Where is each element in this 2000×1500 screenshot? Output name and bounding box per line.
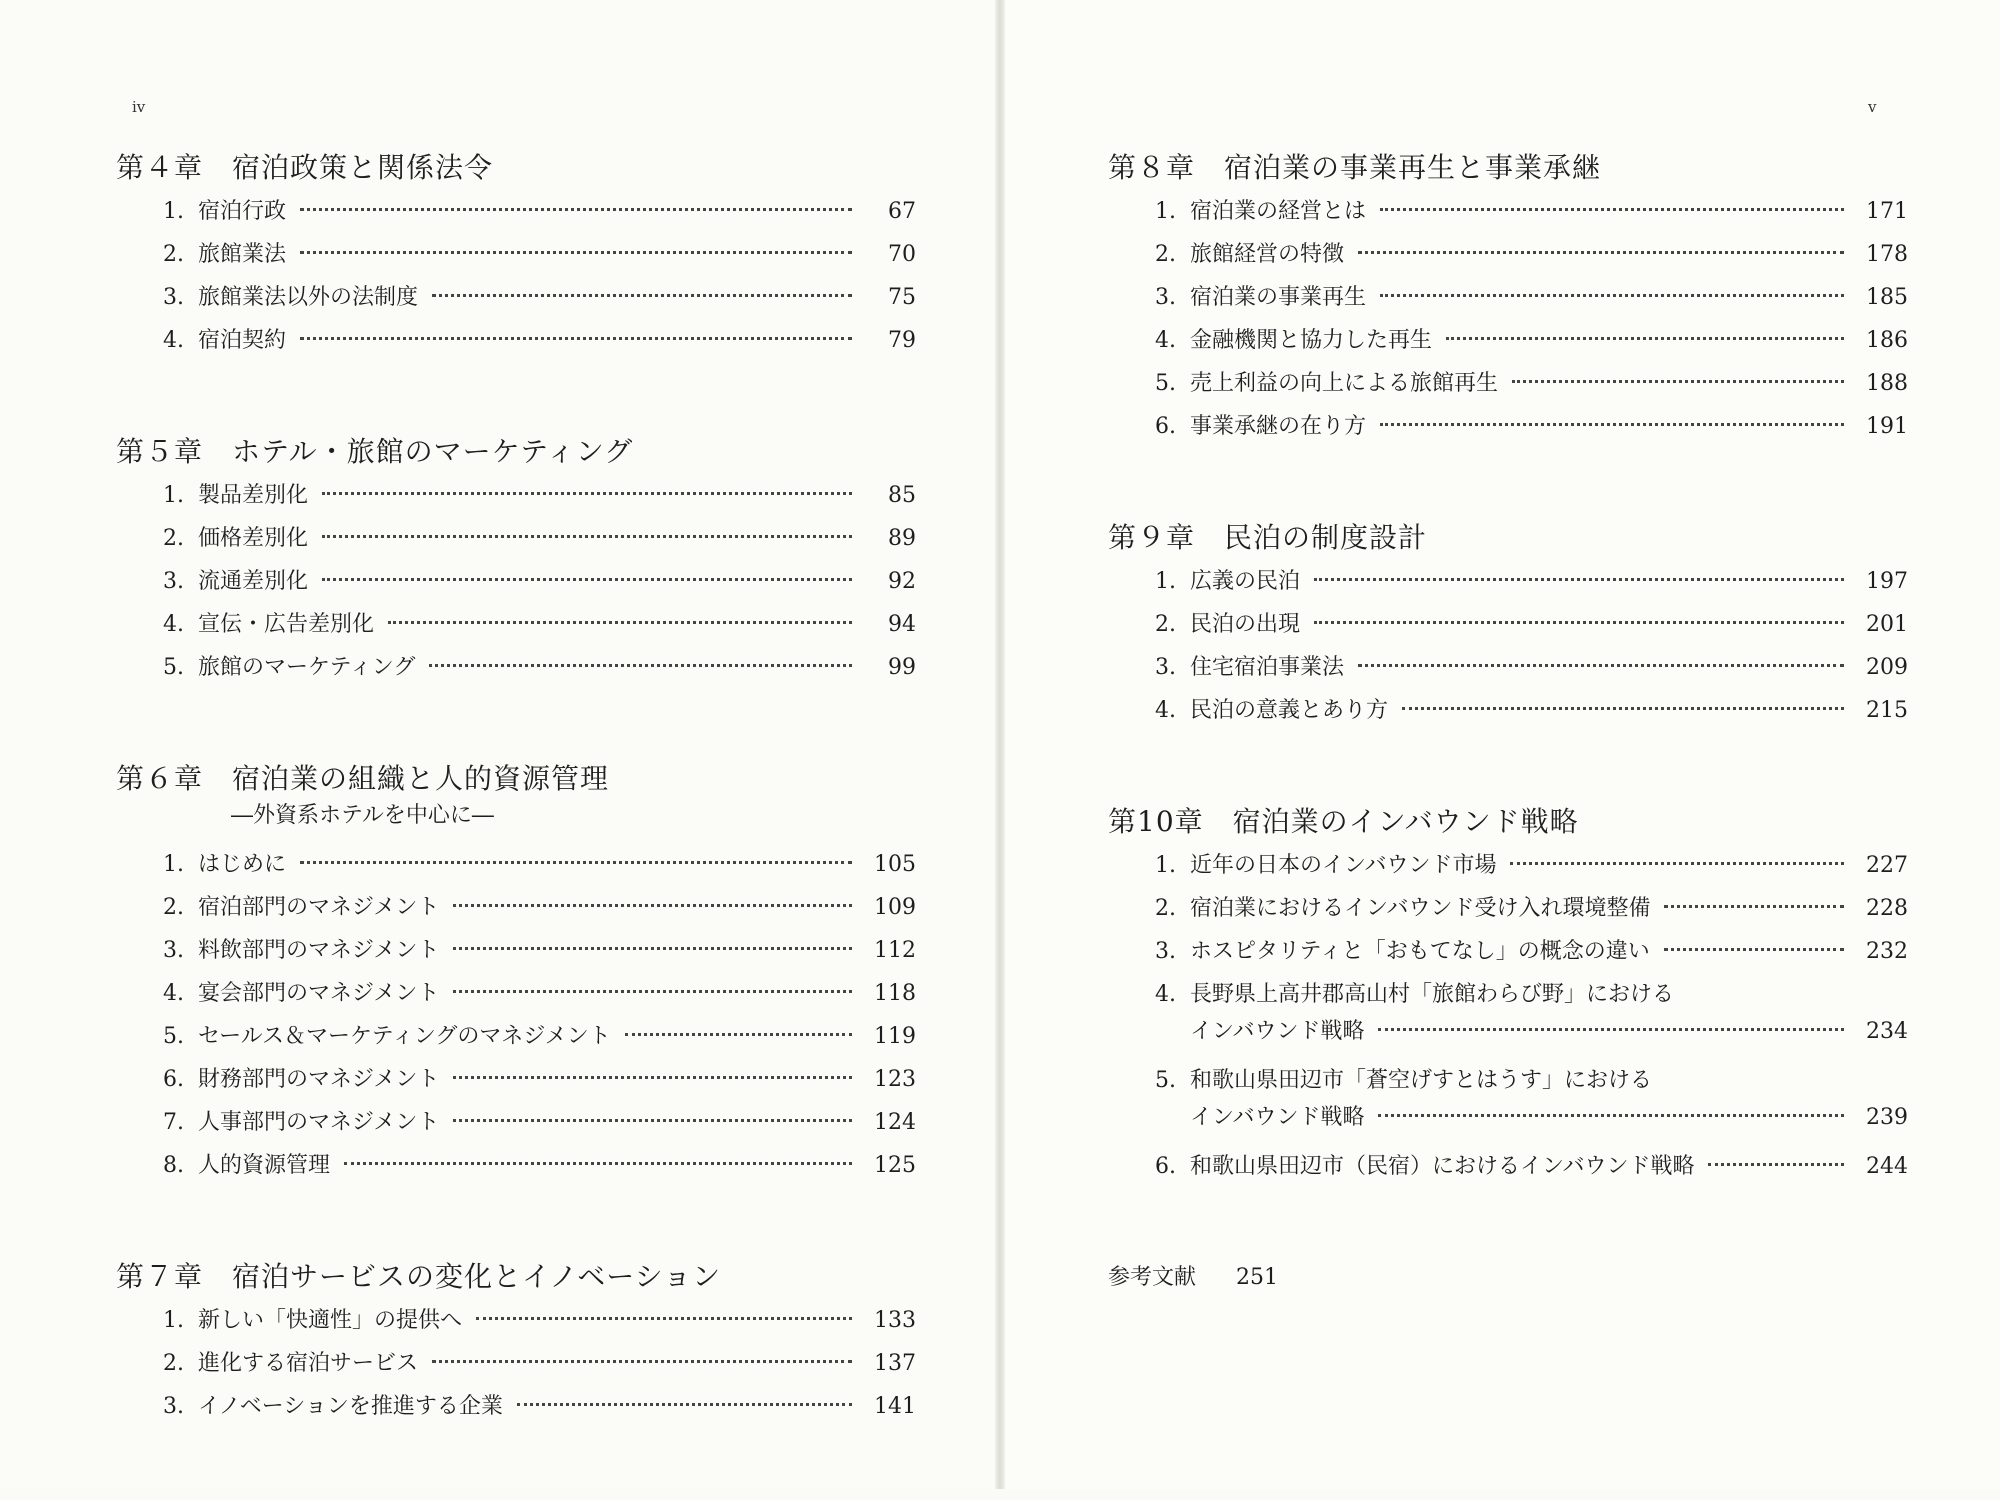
toc-entry-page: 141 [874,1394,916,1419]
chapter-title: 第10章 宿泊業のインバウンド戦略 [1108,805,1579,838]
toc-entry-title: 宿泊業におけるインバウンド受け入れ環境整備 [1190,896,1651,921]
chapter-section [116,1259,916,1432]
chapter-section [1108,804,1908,1192]
dot-leader [429,663,852,667]
toc-entry [116,1019,916,1062]
toc-entry-line [1108,1063,1908,1100]
toc-entry-number: 4. [163,328,184,353]
dot-leader [1402,706,1844,710]
toc-entry-title: イノベーションを推進する企業 [198,1394,503,1419]
dot-leader [453,989,852,993]
toc-entry-page: 118 [874,981,916,1006]
toc-entry [116,1105,916,1148]
toc-entry-number: 1. [163,199,184,224]
toc-entry-title: 進化する宿泊サービス [198,1351,419,1376]
toc-entry-page: 85 [888,483,916,508]
toc-entry-number: 2. [163,1351,184,1376]
toc-entry-page: 244 [1866,1154,1908,1179]
dot-leader [322,491,852,495]
dot-leader [300,336,852,340]
dot-leader [453,1075,852,1079]
page-folio: v [1868,98,1877,116]
toc-entry [116,521,916,564]
toc-entry-title: 和歌山県田辺市「蒼空げすとはうす」における [1190,1068,1653,1093]
page-folio: iv [132,98,146,116]
dot-leader [1664,904,1844,908]
toc-entry-title: 価格差別化 [198,526,309,551]
toc-entry-page: 232 [1866,939,1908,964]
chapter-title: 第８章 宿泊業の事業再生と事業承継 [1108,151,1602,184]
toc-entry-title: 旅館業法以外の法制度 [198,285,419,310]
dot-leader [625,1032,852,1036]
toc-entry [1108,607,1908,650]
toc-entry [116,976,916,1019]
toc-entry-page: 185 [1866,285,1908,310]
dot-leader [344,1161,852,1165]
chapter-title: 第４章 宿泊政策と関係法令 [116,151,494,184]
toc-entry-number: 1. [163,1308,184,1333]
toc-entry-title: ホスピタリティと「おもてなし」の概念の違い [1190,939,1650,964]
toc-entry-title: 人的資源管理 [198,1153,331,1178]
toc-entry [1108,366,1908,409]
toc-entry-page: 75 [888,285,916,310]
toc-entry-title: 宣伝・広告差別化 [198,612,375,637]
toc-entry-page: 92 [888,569,916,594]
toc-entry-number: 5. [1155,1068,1176,1093]
toc-entry-line [1108,1100,1908,1131]
dot-leader [300,250,852,254]
chapter-subtitle: ―外資系ホテルを中心に― [231,803,494,828]
toc-entry-number: 6. [1155,1154,1176,1179]
toc-entry-title: 事業承継の在り方 [1190,414,1367,439]
dot-leader [1512,379,1844,383]
chapter-section [116,761,916,1191]
dot-leader [1664,947,1844,951]
toc-entry-number: 3. [163,1394,184,1419]
toc-entry-number: 2. [163,526,184,551]
toc-entry-title: 製品差別化 [198,483,309,508]
toc-entry-page: 227 [1866,853,1908,878]
toc-entry-title: 流通差別化 [198,569,309,594]
toc-entry-page: 215 [1866,698,1908,723]
toc-entry [1108,323,1908,366]
references-label: 参考文献 [1108,1265,1197,1290]
toc-entry-line [1108,977,1908,1014]
toc-entry-title: 民泊の出現 [1190,612,1301,637]
toc-entry-page: 94 [888,612,916,637]
references-entry [1108,1260,1908,1291]
book-gutter [995,0,1005,1489]
dot-leader [1358,250,1844,254]
dot-leader [432,1359,852,1363]
toc-entry [1108,934,1908,977]
toc-entry-title: 宿泊契約 [198,328,287,353]
toc-entry [116,323,916,366]
toc-entry-title: 宿泊業の事業再生 [1190,285,1367,310]
toc-entry-number: 4. [1155,328,1176,353]
toc-entry-page: 188 [1866,371,1908,396]
toc-entry [1108,891,1908,934]
dot-leader [1314,577,1844,581]
chapter-title: 第６章 宿泊業の組織と人的資源管理 [116,762,610,795]
left-page [0,0,1000,1489]
toc-entry [1108,1149,1908,1192]
toc-entry-number: 8. [163,1153,184,1178]
toc-entry-line [1108,1014,1908,1045]
dot-leader [453,903,852,907]
toc-entry-page: 178 [1866,242,1908,267]
toc-entry-number: 5. [163,655,184,680]
toc-entry-number: 6. [163,1067,184,1092]
dot-leader [1380,293,1844,297]
toc-entry-title: 宿泊行政 [198,199,287,224]
toc-entry [1108,237,1908,280]
dot-leader [1380,422,1844,426]
toc-entry [116,650,916,693]
toc-entry-page: 171 [1866,199,1908,224]
dot-leader [322,534,852,538]
toc-entry-number: 1. [163,483,184,508]
toc-entry-page: 228 [1866,896,1908,921]
toc-entry-number: 1. [1155,569,1176,594]
toc-entry [116,1346,916,1389]
toc-entry-page: 239 [1866,1105,1908,1130]
toc-entry-title: 民泊の意義とあり方 [1190,698,1389,723]
toc-entry-number: 5. [163,1024,184,1049]
toc-entry-page: 70 [888,242,916,267]
toc-entry-number: 5. [1155,371,1176,396]
dot-leader [1510,861,1844,865]
toc-entry-number: 3. [163,285,184,310]
toc-entry-page: 197 [1866,569,1908,594]
toc-entry-number: 2. [163,242,184,267]
toc-entry-number: 7. [163,1110,184,1135]
toc-entry [1108,848,1908,891]
dot-leader [453,946,852,950]
toc-entry-page: 186 [1866,328,1908,353]
toc-entry-title: 近年の日本のインバウンド市場 [1190,853,1497,878]
toc-entry-number: 3. [1155,939,1176,964]
toc-entry-number: 3. [163,938,184,963]
dot-leader [1378,1027,1844,1031]
toc-entry-title: はじめに [198,852,287,877]
toc-entry-number: 1. [1155,853,1176,878]
toc-entry-page: 201 [1866,612,1908,637]
toc-entry-page: 124 [874,1110,916,1135]
toc-entry [116,1062,916,1105]
toc-entry-title: 和歌山県田辺市（民宿）におけるインバウンド戦略 [1190,1154,1695,1179]
chapter-section [1108,520,1908,736]
toc-left [116,150,916,1500]
toc-entry-title: 宿泊業の経営とは [1190,199,1367,224]
toc-entry-title: 旅館経営の特徴 [1190,242,1345,267]
toc-entry-title: 住宅宿泊事業法 [1190,655,1345,680]
toc-entry [116,607,916,650]
toc-entry-number: 2. [1155,242,1176,267]
dot-leader [1708,1162,1844,1166]
toc-entry-title-continued: インバウンド戦略 [1190,1105,1365,1130]
toc-entry-title: 人事部門のマネジメント [198,1110,440,1135]
toc-entry-number: 4. [1155,698,1176,723]
toc-entry-title: 長野県上高井郡高山村「旅館わらび野」における [1190,982,1675,1007]
toc-entry-title: 旅館のマーケティング [198,655,416,680]
chapter-title: 第７章 宿泊サービスの変化とイノベーション [116,1260,722,1293]
toc-entry [116,564,916,607]
toc-entry-title: 宿泊部門のマネジメント [198,895,440,920]
toc-entry-page: 105 [874,852,916,877]
toc-entry [1108,194,1908,237]
toc-entry-page: 109 [874,895,916,920]
toc-entry [1108,1063,1908,1149]
dot-leader [300,860,852,864]
toc-entry [116,847,916,890]
toc-entry [116,1389,916,1432]
toc-entry [116,478,916,521]
toc-entry-number: 2. [1155,612,1176,637]
toc-entry-number: 6. [1155,414,1176,439]
dot-leader [1378,1113,1844,1117]
toc-entry-number: 1. [1155,199,1176,224]
toc-entry-page: 125 [874,1153,916,1178]
toc-entry [116,933,916,976]
references-page: 251 [1236,1265,1279,1290]
dot-leader [300,207,852,211]
toc-entry-page: 137 [874,1351,916,1376]
toc-entry [116,280,916,323]
dot-leader [1380,207,1844,211]
toc-entry-page: 67 [888,199,916,224]
toc-entry-number: 2. [163,895,184,920]
toc-entry [116,1148,916,1191]
toc-entry-title: 金融機関と協力した再生 [1190,328,1433,353]
toc-entry-page: 209 [1866,655,1908,680]
toc-entry-page: 191 [1866,414,1908,439]
toc-entry-page: 112 [874,938,916,963]
toc-entry-number: 4. [1155,982,1176,1007]
toc-entry-page: 99 [888,655,916,680]
toc-entry [1108,409,1908,452]
toc-entry [116,890,916,933]
toc-entry [116,237,916,280]
toc-entry-title: 旅館業法 [198,242,287,267]
chapter-section [116,434,916,693]
toc-entry-page: 234 [1866,1019,1908,1044]
toc-entry-title: 売上利益の向上による旅館再生 [1190,371,1499,396]
toc-entry-page: 79 [888,328,916,353]
toc-entry [1108,977,1908,1063]
toc-entry-title: 料飲部門のマネジメント [198,938,440,963]
toc-entry-title: 財務部門のマネジメント [198,1067,440,1092]
toc-entry-number: 3. [163,569,184,594]
toc-entry-number: 3. [1155,285,1176,310]
toc-entry [1108,564,1908,607]
dot-leader [388,620,852,624]
toc-entry-number: 2. [1155,896,1176,921]
toc-entry-page: 89 [888,526,916,551]
right-page [1000,0,2000,1489]
chapter-title: 第９章 民泊の制度設計 [1108,521,1428,554]
dot-leader [1314,620,1844,624]
dot-leader [517,1402,852,1406]
toc-right [1108,150,1908,1291]
toc-entry-page: 123 [874,1067,916,1092]
dot-leader [1358,663,1844,667]
toc-entry [1108,280,1908,323]
toc-entry [116,194,916,237]
chapter-title: 第５章 ホテル・旅館のマーケティング [116,435,634,468]
toc-entry-title: 広義の民泊 [1190,569,1301,594]
dot-leader [322,577,852,581]
toc-entry [116,1303,916,1346]
dot-leader [476,1316,852,1320]
toc-entry-number: 3. [1155,655,1176,680]
chapter-section [116,150,916,366]
dot-leader [432,293,852,297]
toc-entry-number: 4. [163,612,184,637]
toc-entry [1108,693,1908,736]
toc-entry-title-continued: インバウンド戦略 [1190,1019,1365,1044]
chapter-section [1108,150,1908,452]
toc-entry [1108,650,1908,693]
toc-entry-page: 133 [874,1308,916,1333]
dot-leader [1446,336,1844,340]
dot-leader [453,1118,852,1122]
toc-entry-title: 宴会部門のマネジメント [198,981,440,1006]
toc-entry-number: 4. [163,981,184,1006]
toc-entry-title: 新しい「快適性」の提供へ [198,1308,463,1333]
toc-entry-page: 119 [874,1024,916,1049]
toc-entry-number: 1. [163,852,184,877]
toc-entry-title: セールス＆マーケティングのマネジメント [198,1024,611,1049]
